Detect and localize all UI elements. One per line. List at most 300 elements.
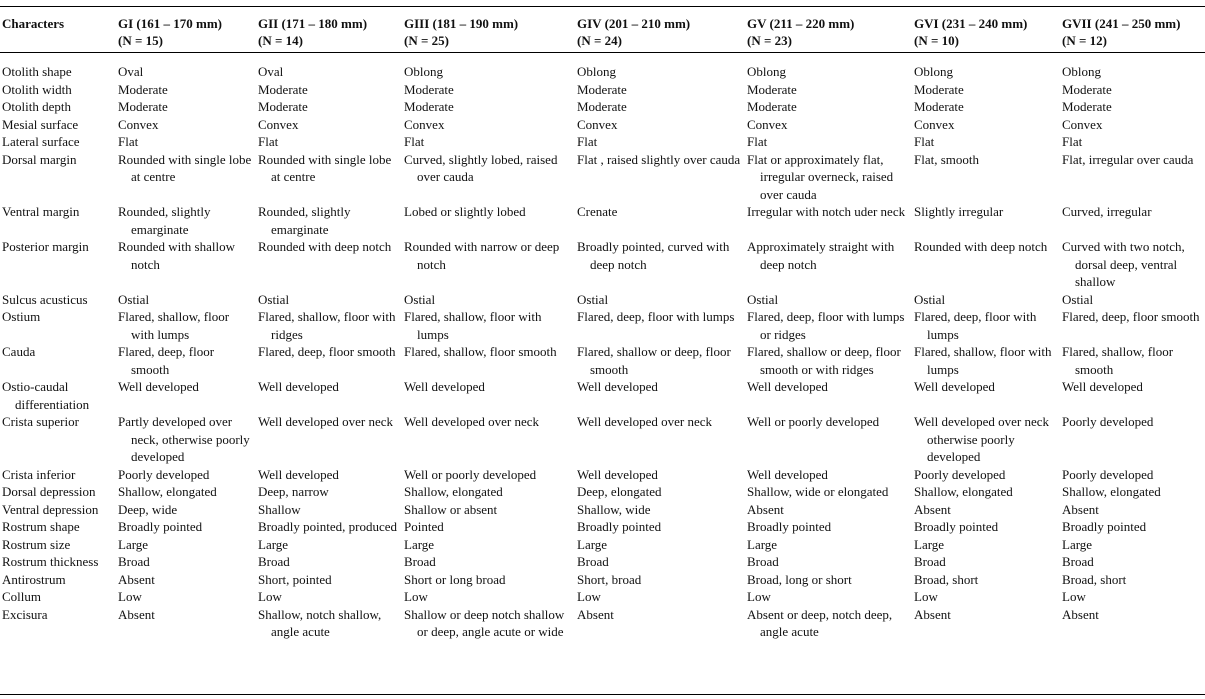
table-row <box>0 553 1205 571</box>
character-name-cell <box>0 203 116 238</box>
header-gvi <box>912 10 1060 53</box>
cell-value: Broad <box>404 554 436 569</box>
cell-value: Flat <box>258 134 279 149</box>
cell-value: Shallow or deep notch shallow or deep, angle acute or wide <box>404 606 565 639</box>
cell-value: Ostial <box>258 291 290 307</box>
group-value-cell <box>256 553 402 571</box>
group-value-cell <box>402 203 575 238</box>
cell-value: Rounded, slightly emarginate <box>258 204 351 237</box>
cell-value: Large <box>577 536 608 552</box>
cell-value: Broad, long or short <box>747 571 852 587</box>
cell-value: Flat <box>577 134 598 149</box>
group-value-cell <box>745 571 912 589</box>
header-sample-size: (N = 14) <box>258 33 303 48</box>
group-value-cell <box>116 413 256 466</box>
cell-value: Absent <box>747 501 784 517</box>
cell-value: Shallow, wide <box>577 501 651 517</box>
character-name-cell <box>0 518 116 536</box>
group-value-cell <box>745 553 912 571</box>
character-name-cell <box>0 413 116 466</box>
cell-value: Convex <box>914 116 955 132</box>
character-name: Otolith shape <box>2 64 72 79</box>
character-name-cell <box>0 291 116 309</box>
group-value-cell <box>912 501 1060 519</box>
group-value-cell <box>256 133 402 151</box>
group-value-cell <box>256 466 402 484</box>
group-value-cell <box>745 378 912 413</box>
group-value-cell <box>256 571 402 589</box>
table-row <box>0 536 1205 554</box>
group-value-cell <box>575 413 745 466</box>
group-value-cell <box>575 588 745 606</box>
character-name: Crista superior <box>2 414 79 429</box>
group-value-cell <box>1060 98 1205 116</box>
group-value-cell <box>575 343 745 378</box>
cell-value: Convex <box>404 116 445 132</box>
header-label: GIII (181 – 190 mm) <box>404 16 519 31</box>
group-value-cell <box>575 98 745 116</box>
cell-value: Moderate <box>914 99 964 114</box>
cell-value: Large <box>404 536 435 552</box>
cell-value: Oblong <box>404 64 443 79</box>
cell-value: Approximately straight with deep notch <box>747 239 895 272</box>
cell-value: Low <box>404 589 428 604</box>
cell-value: Large <box>914 536 945 552</box>
character-name: Mesial surface <box>2 116 79 132</box>
group-value-cell <box>575 606 745 641</box>
character-name: Posterior margin <box>2 239 89 254</box>
cell-value: Flared, shallow, floor with lumps <box>914 344 1052 377</box>
character-name-cell <box>0 606 116 641</box>
character-name: Rostrum size <box>2 536 71 552</box>
cell-value: Well developed <box>258 466 339 482</box>
cell-value: Broadly pointed <box>118 519 203 534</box>
group-value-cell <box>402 571 575 589</box>
cell-value: Well developed over neck <box>577 414 713 429</box>
cell-value: Low <box>258 589 282 604</box>
group-value-cell <box>1060 501 1205 519</box>
cell-value: Ostial <box>577 291 609 307</box>
cell-value: Broadly pointed <box>747 519 832 534</box>
cell-value: Ostial <box>118 291 150 307</box>
group-value-cell <box>912 588 1060 606</box>
group-value-cell <box>1060 116 1205 134</box>
table-row <box>0 606 1205 641</box>
group-value-cell <box>575 571 745 589</box>
table-row <box>0 291 1205 309</box>
cell-value: Flared, shallow, floor with lumps <box>404 309 542 342</box>
header-label: GVI (231 – 240 mm) <box>914 16 1028 31</box>
table-row <box>0 483 1205 501</box>
group-value-cell <box>745 518 912 536</box>
cell-value: Deep, wide <box>118 501 178 517</box>
group-value-cell <box>912 413 1060 466</box>
group-value-cell <box>912 133 1060 151</box>
group-value-cell <box>402 116 575 134</box>
group-value-cell <box>1060 588 1205 606</box>
group-value-cell <box>256 413 402 466</box>
header-gi <box>116 10 256 53</box>
group-value-cell <box>575 81 745 99</box>
cell-value: Well or poorly developed <box>747 414 880 429</box>
cell-value: Shallow, elongated <box>914 484 1013 499</box>
cell-value: Broad <box>914 554 946 569</box>
character-name-cell <box>0 378 116 413</box>
group-value-cell <box>402 133 575 151</box>
group-value-cell <box>256 308 402 343</box>
character-name: Ventral depression <box>2 501 99 517</box>
cell-value: Rounded with single lobe at centre <box>118 151 252 184</box>
cell-value: Moderate <box>747 81 797 97</box>
group-value-cell <box>116 98 256 116</box>
cell-value: Large <box>1062 536 1093 552</box>
group-value-cell <box>912 53 1060 81</box>
character-name: Rostrum thickness <box>2 554 99 569</box>
cell-value: Rounded with narrow or deep notch <box>404 239 560 272</box>
group-value-cell <box>256 518 402 536</box>
cell-value: Flared, shallow, floor smooth <box>1062 344 1174 377</box>
cell-value: Flared, shallow, floor smooth <box>404 344 557 359</box>
cell-value: Poorly developed <box>118 466 210 482</box>
group-value-cell <box>1060 553 1205 571</box>
table-row <box>0 203 1205 238</box>
cell-value: Ostial <box>747 291 779 307</box>
character-name-cell <box>0 483 116 501</box>
group-value-cell <box>256 606 402 641</box>
header-sample-size: (N = 15) <box>118 33 163 48</box>
cell-value: Absent <box>914 501 951 517</box>
cell-value: Short, pointed <box>258 571 332 587</box>
cell-value: Well developed <box>747 466 828 482</box>
group-value-cell <box>116 466 256 484</box>
group-value-cell <box>402 536 575 554</box>
group-value-cell <box>912 553 1060 571</box>
group-value-cell <box>912 308 1060 343</box>
cell-value: Well developed over neck <box>258 414 394 429</box>
table-row <box>0 413 1205 466</box>
cell-value: Curved, irregular <box>1062 204 1152 219</box>
group-value-cell <box>402 606 575 641</box>
group-value-cell <box>1060 238 1205 291</box>
cell-value: Ostial <box>1062 291 1094 307</box>
character-name: Excisura <box>2 606 48 622</box>
group-value-cell <box>912 378 1060 413</box>
group-value-cell <box>745 343 912 378</box>
cell-value: Flared, deep, floor with lumps <box>914 309 1037 342</box>
group-value-cell <box>402 98 575 116</box>
group-value-cell <box>575 518 745 536</box>
cell-value: Well developed <box>577 379 658 394</box>
group-value-cell <box>116 571 256 589</box>
group-value-cell <box>402 238 575 291</box>
group-value-cell <box>745 413 912 466</box>
group-value-cell <box>402 553 575 571</box>
group-value-cell <box>402 413 575 466</box>
group-value-cell <box>116 133 256 151</box>
cell-value: Moderate <box>404 99 454 114</box>
character-name: Lateral surface <box>2 134 80 149</box>
cell-value: Well developed <box>914 379 995 394</box>
table-row <box>0 116 1205 134</box>
character-name: Dorsal depression <box>2 484 96 499</box>
cell-value: Ostial <box>914 291 946 307</box>
group-value-cell <box>116 203 256 238</box>
group-value-cell <box>745 98 912 116</box>
group-value-cell <box>912 536 1060 554</box>
cell-value: Moderate <box>577 99 627 114</box>
cell-value: Flared, shallow or deep, floor smooth <box>577 344 731 377</box>
cell-value: Moderate <box>1062 99 1112 114</box>
group-value-cell <box>912 571 1060 589</box>
cell-value: Rounded, slightly emarginate <box>118 204 211 237</box>
cell-value: Low <box>914 589 938 604</box>
group-value-cell <box>745 203 912 238</box>
cell-value: Shallow, elongated <box>404 484 503 499</box>
group-value-cell <box>116 308 256 343</box>
cell-value: Pointed <box>404 519 444 534</box>
header-label: Characters <box>2 16 65 31</box>
group-value-cell <box>116 116 256 134</box>
cell-value: Broadly pointed, produced <box>258 519 397 534</box>
table-row <box>0 466 1205 484</box>
cell-value: Well or poorly developed <box>404 466 537 482</box>
cell-value: Poorly developed <box>914 466 1006 482</box>
cell-value: Convex <box>747 116 788 132</box>
cell-value: Well developed <box>118 379 199 394</box>
group-value-cell <box>1060 466 1205 484</box>
character-name-cell <box>0 133 116 151</box>
cell-value: Short, broad <box>577 571 642 587</box>
header-gvii <box>1060 10 1205 53</box>
table-row <box>0 378 1205 413</box>
cell-value: Flat <box>747 134 768 149</box>
header-label: GI (161 – 170 mm) <box>118 16 222 31</box>
group-value-cell <box>256 116 402 134</box>
group-value-cell <box>912 98 1060 116</box>
character-name-cell <box>0 151 116 204</box>
header-characters <box>0 10 116 53</box>
group-value-cell <box>256 203 402 238</box>
group-value-cell <box>1060 308 1205 343</box>
header-label: GV (211 – 220 mm) <box>747 16 855 31</box>
group-value-cell <box>402 308 575 343</box>
cell-value: Well developed <box>404 379 485 394</box>
character-name-cell <box>0 588 116 606</box>
cell-value: Broad <box>1062 554 1094 569</box>
cell-value: Moderate <box>118 81 168 97</box>
group-value-cell <box>116 151 256 204</box>
group-value-cell <box>912 291 1060 309</box>
header-label: GII (171 – 180 mm) <box>258 16 368 31</box>
header-gv <box>745 10 912 53</box>
group-value-cell <box>256 343 402 378</box>
group-value-cell <box>745 501 912 519</box>
group-value-cell <box>575 53 745 81</box>
group-value-cell <box>575 378 745 413</box>
character-name-cell <box>0 466 116 484</box>
group-value-cell <box>575 308 745 343</box>
character-name: Otolith depth <box>2 99 71 114</box>
group-value-cell <box>256 536 402 554</box>
cell-value: Crenate <box>577 204 618 219</box>
cell-value: Moderate <box>1062 81 1112 97</box>
group-value-cell <box>912 203 1060 238</box>
group-value-cell <box>402 483 575 501</box>
group-value-cell <box>575 466 745 484</box>
cell-value: Well developed <box>1062 379 1143 394</box>
group-value-cell <box>912 116 1060 134</box>
cell-value: Large <box>118 536 149 552</box>
character-name: Ventral margin <box>2 204 80 219</box>
cell-value: Oval <box>258 64 284 79</box>
group-value-cell <box>912 238 1060 291</box>
header-sample-size: (N = 24) <box>577 33 622 48</box>
character-name-cell <box>0 571 116 589</box>
group-value-cell <box>256 588 402 606</box>
table-row <box>0 81 1205 99</box>
group-value-cell <box>912 343 1060 378</box>
cell-value: Broadly pointed <box>1062 519 1147 534</box>
table-header-row <box>0 10 1205 53</box>
group-value-cell <box>575 133 745 151</box>
cell-value: Moderate <box>914 81 964 97</box>
cell-value: Flat or approximately flat, irregular overneck, raised over cauda <box>747 151 894 202</box>
table-row <box>0 571 1205 589</box>
table-row <box>0 308 1205 343</box>
character-name: Ostium <box>2 309 41 324</box>
header-sample-size: (N = 23) <box>747 33 792 48</box>
cell-value: Moderate <box>577 81 627 97</box>
cell-value: Flat <box>118 134 139 149</box>
cell-value: Moderate <box>404 81 454 97</box>
group-value-cell <box>116 501 256 519</box>
group-value-cell <box>912 151 1060 204</box>
cell-value: Flat , raised slightly over cauda <box>577 151 741 167</box>
table-row <box>0 518 1205 536</box>
cell-value: Well developed over neck <box>404 414 540 429</box>
header-gii <box>256 10 402 53</box>
character-name-cell <box>0 116 116 134</box>
cell-value: Shallow, elongated <box>1062 484 1161 499</box>
header-sample-size: (N = 12) <box>1062 33 1107 48</box>
group-value-cell <box>745 238 912 291</box>
group-value-cell <box>116 536 256 554</box>
cell-value: Flared, deep, floor smooth <box>118 344 215 377</box>
group-value-cell <box>912 518 1060 536</box>
cell-value: Flat, smooth <box>914 151 980 167</box>
table-row <box>0 501 1205 519</box>
group-value-cell <box>575 501 745 519</box>
cell-value: Low <box>1062 589 1086 604</box>
cell-value: Flat <box>914 134 935 149</box>
group-value-cell <box>116 588 256 606</box>
group-value-cell <box>1060 606 1205 641</box>
group-value-cell <box>1060 343 1205 378</box>
group-value-cell <box>256 501 402 519</box>
group-value-cell <box>745 308 912 343</box>
cell-value: Shallow, elongated <box>118 484 217 499</box>
cell-value: Absent <box>577 606 614 622</box>
header-giv <box>575 10 745 53</box>
header-sample-size: (N = 25) <box>404 33 449 48</box>
header-giii <box>402 10 575 53</box>
group-value-cell <box>1060 413 1205 466</box>
character-name-cell <box>0 536 116 554</box>
cell-value: Moderate <box>118 99 168 114</box>
cell-value: Broadly pointed <box>577 519 662 534</box>
cell-value: Deep, narrow <box>258 484 329 499</box>
group-value-cell <box>402 378 575 413</box>
character-name: Collum <box>2 589 42 604</box>
character-name-cell <box>0 98 116 116</box>
cell-value: Shallow <box>258 501 301 517</box>
cell-value: Broad, short <box>914 571 979 587</box>
cell-value: Oblong <box>1062 64 1101 79</box>
group-value-cell <box>745 606 912 641</box>
cell-value: Rounded with shallow notch <box>118 239 235 272</box>
cell-value: Partly developed over neck, otherwise poorly developed <box>118 414 250 464</box>
group-value-cell <box>745 81 912 99</box>
group-value-cell <box>912 81 1060 99</box>
cell-value: Convex <box>258 116 299 132</box>
group-value-cell <box>402 343 575 378</box>
group-value-cell <box>575 238 745 291</box>
group-value-cell <box>1060 53 1205 81</box>
cell-value: Large <box>258 536 289 552</box>
group-value-cell <box>402 518 575 536</box>
table-row <box>0 133 1205 151</box>
group-value-cell <box>745 588 912 606</box>
cell-value: Short or long broad <box>404 571 506 587</box>
cell-value: Poorly developed <box>1062 414 1154 429</box>
cell-value: Broad <box>747 554 779 569</box>
cell-value: Convex <box>577 116 618 132</box>
group-value-cell <box>402 466 575 484</box>
cell-value: Flared, deep, floor with lumps or ridges <box>747 309 905 342</box>
group-value-cell <box>116 238 256 291</box>
cell-value: Convex <box>118 116 159 132</box>
cell-value: Curved, slightly lobed, raised over cauda <box>404 151 558 184</box>
group-value-cell <box>402 81 575 99</box>
group-value-cell <box>1060 483 1205 501</box>
group-value-cell <box>116 483 256 501</box>
group-value-cell <box>745 536 912 554</box>
cell-value: Absent or deep, notch deep, angle acute <box>747 606 893 639</box>
group-value-cell <box>402 53 575 81</box>
group-value-cell <box>116 553 256 571</box>
character-name-cell <box>0 53 116 81</box>
character-name: Antirostrum <box>2 571 66 587</box>
group-value-cell <box>1060 81 1205 99</box>
group-value-cell <box>745 151 912 204</box>
group-value-cell <box>116 291 256 309</box>
cell-value: Shallow or absent <box>404 501 498 517</box>
character-name: Crista inferior <box>2 466 76 482</box>
cell-value: Lobed or slightly lobed <box>404 204 526 219</box>
group-value-cell <box>575 553 745 571</box>
cell-value: Moderate <box>747 99 797 114</box>
cell-value: Oblong <box>577 64 616 79</box>
group-value-cell <box>575 151 745 204</box>
group-value-cell <box>1060 378 1205 413</box>
cell-value: Low <box>747 589 771 604</box>
otolith-characters-table <box>0 10 1205 641</box>
table-body <box>0 53 1205 641</box>
group-value-cell <box>256 291 402 309</box>
character-name-cell <box>0 501 116 519</box>
group-value-cell <box>745 116 912 134</box>
cell-value: Large <box>747 536 778 552</box>
